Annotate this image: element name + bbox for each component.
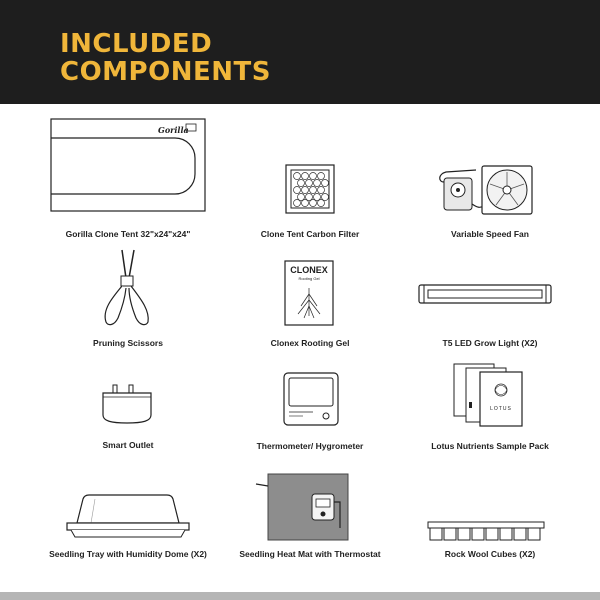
page-title xyxy=(60,30,271,86)
fan-icon xyxy=(436,164,534,216)
seedling-tray-icon xyxy=(65,493,191,539)
component-label-smart-outlet: Smart Outlet xyxy=(102,440,154,450)
component-label-fan: Variable Speed Fan xyxy=(451,229,529,239)
component-label-thermometer: Thermometer/ Hygrometer xyxy=(256,441,364,451)
smart-outlet-icon xyxy=(99,383,155,425)
component-label-nutrients-pack: Lotus Nutrients Sample Pack xyxy=(431,441,549,451)
component-label-carbon-filter: Clone Tent Carbon Filter xyxy=(260,229,360,239)
scissors-icon xyxy=(98,248,156,328)
component-label-grow-light: T5 LED Grow Light (X2) xyxy=(442,338,538,348)
nutrients-pack-icon xyxy=(452,362,524,428)
thermometer-icon xyxy=(283,372,339,426)
lotus-brand-text: LOTUS xyxy=(490,406,512,412)
grow-light-icon xyxy=(418,283,552,305)
component-label-seedling-tray: Seedling Tray with Humidity Dome (X2) xyxy=(49,549,207,559)
title-line-1: INCLUDED xyxy=(60,29,213,59)
tent-logo-text: Gorilla xyxy=(158,125,189,135)
title-line-2: COMPONENTS xyxy=(60,57,271,87)
component-label-rock-wool: Rock Wool Cubes (X2) xyxy=(444,549,536,559)
heat-mat-icon xyxy=(254,472,350,542)
clonex-brand-text: CLONEX xyxy=(290,265,328,275)
carbon-filter-icon xyxy=(285,164,335,214)
rooting-gel-icon xyxy=(284,260,334,326)
component-label-rooting-gel: Clonex Rooting Gel xyxy=(270,338,350,348)
component-label-tent: Gorilla Clone Tent 32"x24"x24" xyxy=(65,229,191,239)
clonex-sub-text: Rooting Gel xyxy=(298,276,320,281)
component-label-scissors: Pruning Scissors xyxy=(93,338,163,348)
component-label-heat-mat: Seedling Heat Mat with Thermostat xyxy=(239,549,381,559)
rock-wool-icon xyxy=(427,520,545,542)
bottom-bar xyxy=(0,592,600,600)
tent-icon xyxy=(50,118,206,212)
header-banner xyxy=(0,0,600,104)
